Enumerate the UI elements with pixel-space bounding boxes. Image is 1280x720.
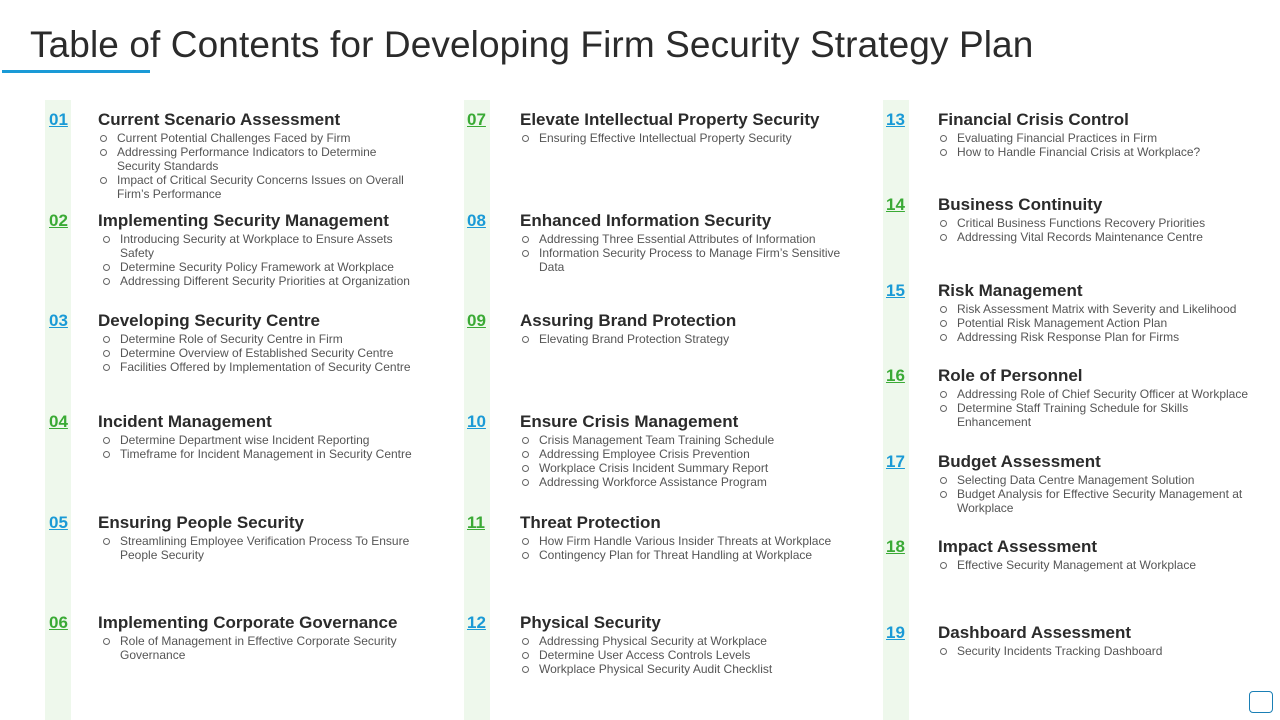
- section-title: Financial Crisis Control: [938, 110, 1129, 129]
- bullet-item: Timeframe for Incident Management in Security Centre: [101, 447, 421, 461]
- bullet-item: Workplace Physical Security Audit Checklist: [520, 662, 845, 676]
- section-bullet-list: [938, 216, 1258, 244]
- bullet-item: How to Handle Financial Crisis at Workplace?: [938, 145, 1258, 159]
- section-number-link[interactable]: 11: [467, 513, 485, 532]
- bullet-item: Addressing Three Essential Attributes of Information: [520, 232, 845, 246]
- section-title: Business Continuity: [938, 195, 1103, 214]
- slide-corner-icon: [1249, 691, 1273, 713]
- section-title: Threat Protection: [520, 513, 661, 532]
- bullet-item: Streamlining Employee Verification Process To Ensure People Security: [101, 534, 421, 562]
- bullet-item: Facilities Offered by Implementation of Security Centre: [101, 360, 421, 374]
- bullet-item: Crisis Management Team Training Schedule: [520, 433, 845, 447]
- section-bullet-list: [938, 387, 1258, 429]
- section-bullet-list: [938, 131, 1258, 159]
- bullet-item: Selecting Data Centre Management Solution: [938, 473, 1258, 487]
- section-bullet-list: [98, 131, 418, 201]
- section-bullet-list: [520, 232, 845, 274]
- section-number-link[interactable]: 07: [467, 110, 486, 129]
- bullet-item: Information Security Process to Manage Firm’s Sensitive Data: [520, 246, 845, 274]
- bullet-item: Addressing Workforce Assistance Program: [520, 475, 845, 489]
- section-title: Assuring Brand Protection: [520, 311, 737, 330]
- section-number-link[interactable]: 02: [49, 211, 68, 230]
- bullet-item: Addressing Different Security Priorities at Organization: [101, 274, 421, 288]
- bullet-item: Effective Security Management at Workplace: [938, 558, 1258, 572]
- section-number-link[interactable]: 14: [886, 195, 905, 214]
- bullet-item: Determine Department wise Incident Reporting: [101, 433, 421, 447]
- section-title: Budget Assessment: [938, 452, 1101, 471]
- section-bullet-list: [938, 644, 1258, 658]
- section-bullet-list: [520, 433, 845, 489]
- section-bullet-list: [101, 634, 421, 662]
- section-title: Incident Management: [98, 412, 272, 431]
- section-number-link[interactable]: 12: [467, 613, 486, 632]
- section-number-link[interactable]: 01: [49, 110, 68, 129]
- section-bullet-list: [101, 534, 421, 562]
- section-title: Enhanced Information Security: [520, 211, 772, 230]
- bullet-item: Ensuring Effective Intellectual Property Security: [520, 131, 845, 145]
- bullet-item: Evaluating Financial Practices in Firm: [938, 131, 1258, 145]
- section-number-link[interactable]: 03: [49, 311, 68, 330]
- bullet-item: Determine Role of Security Centre in Firm: [101, 332, 421, 346]
- bullet-item: How Firm Handle Various Insider Threats at Workplace: [520, 534, 845, 548]
- bullet-item: Security Incidents Tracking Dashboard: [938, 644, 1258, 658]
- section-number-link[interactable]: 18: [886, 537, 905, 556]
- section-bullet-list: [101, 433, 421, 461]
- section-number-link[interactable]: 08: [467, 211, 486, 230]
- section-bullet-list: [101, 232, 421, 288]
- bullet-item: Impact of Critical Security Concerns Issues on Overall Firm’s Performance: [98, 173, 418, 201]
- page-title: Table of Contents for Developing Firm Security Strategy Plan: [30, 24, 1034, 65]
- section-title: Physical Security: [520, 613, 661, 632]
- section-number-link[interactable]: 13: [886, 110, 905, 129]
- bullet-item: Addressing Performance Indicators to Determine Security Standards: [98, 145, 418, 173]
- bullet-item: Determine User Access Controls Levels: [520, 648, 845, 662]
- bullet-item: Workplace Crisis Incident Summary Report: [520, 461, 845, 475]
- bullet-item: Determine Security Policy Framework at Workplace: [101, 260, 421, 274]
- bullet-item: Critical Business Functions Recovery Priorities: [938, 216, 1258, 230]
- section-title: Implementing Corporate Governance: [98, 613, 398, 632]
- section-bullet-list: [520, 634, 845, 676]
- section-title: Risk Management: [938, 281, 1083, 300]
- section-bullet-list: [520, 534, 845, 562]
- section-number-link[interactable]: 06: [49, 613, 68, 632]
- bullet-item: Risk Assessment Matrix with Severity and Likelihood: [938, 302, 1258, 316]
- section-number-link[interactable]: 09: [467, 311, 486, 330]
- bullet-item: Determine Overview of Established Security Centre: [101, 346, 421, 360]
- bullet-item: Addressing Risk Response Plan for Firms: [938, 330, 1258, 344]
- bullet-item: Elevating Brand Protection Strategy: [520, 332, 845, 346]
- section-title: Elevate Intellectual Property Security: [520, 110, 820, 129]
- bullet-item: Addressing Physical Security at Workplace: [520, 634, 845, 648]
- section-bullet-list: [520, 332, 845, 346]
- section-title: Current Scenario Assessment: [98, 110, 341, 129]
- section-bullet-list: [938, 558, 1258, 572]
- bullet-item: Addressing Role of Chief Security Officer at Workplace: [938, 387, 1258, 401]
- section-title: Ensure Crisis Management: [520, 412, 739, 431]
- bullet-item: Role of Management in Effective Corporate Security Governance: [101, 634, 421, 662]
- section-number-link[interactable]: 19: [886, 623, 905, 642]
- section-bullet-list: [938, 302, 1258, 344]
- bullet-item: Addressing Vital Records Maintenance Centre: [938, 230, 1258, 244]
- bullet-item: Determine Staff Training Schedule for Skills Enhancement: [938, 401, 1258, 429]
- section-bullet-list: [101, 332, 421, 374]
- bullet-item: Current Potential Challenges Faced by Firm: [98, 131, 418, 145]
- section-title: Ensuring People Security: [98, 513, 304, 532]
- title-underline: [2, 70, 150, 73]
- bullet-item: Potential Risk Management Action Plan: [938, 316, 1258, 330]
- section-number-link[interactable]: 15: [886, 281, 905, 300]
- section-title: Developing Security Centre: [98, 311, 321, 330]
- section-number-link[interactable]: 05: [49, 513, 68, 532]
- bullet-item: Introducing Security at Workplace to Ensure Assets Safety: [101, 232, 421, 260]
- bullet-item: Budget Analysis for Effective Security Management at Workplace: [938, 487, 1258, 515]
- section-title: Impact Assessment: [938, 537, 1098, 556]
- section-number-link[interactable]: 10: [467, 412, 486, 431]
- section-title: Role of Personnel: [938, 366, 1083, 385]
- section-number-link[interactable]: 17: [886, 452, 905, 471]
- section-number-link[interactable]: 04: [49, 412, 68, 431]
- bullet-item: Contingency Plan for Threat Handling at Workplace: [520, 548, 845, 562]
- section-number-link[interactable]: 16: [886, 366, 905, 385]
- section-title: Implementing Security Management: [98, 211, 389, 230]
- section-title: Dashboard Assessment: [938, 623, 1132, 642]
- bullet-item: Addressing Employee Crisis Prevention: [520, 447, 845, 461]
- section-bullet-list: [520, 131, 845, 145]
- section-bullet-list: [938, 473, 1258, 515]
